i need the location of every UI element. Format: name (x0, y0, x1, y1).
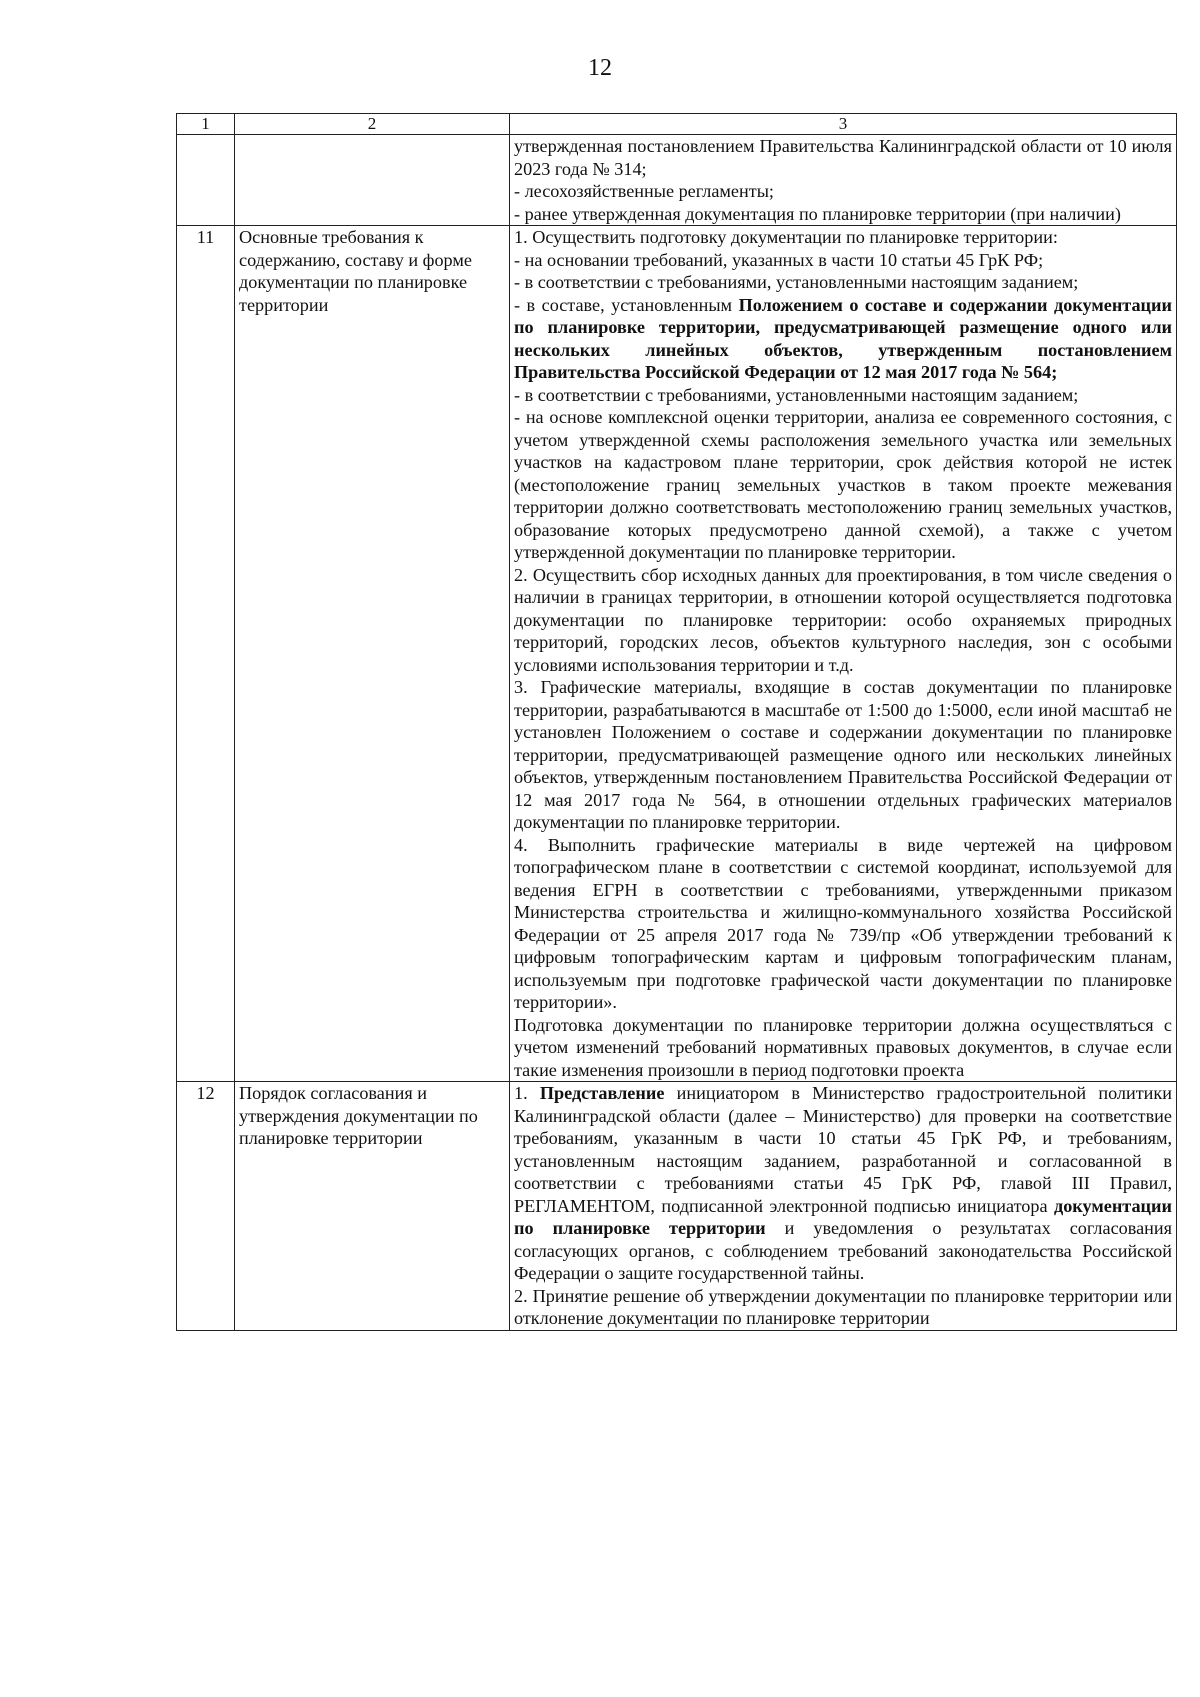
column-number-3: 3 (510, 114, 1177, 135)
paragraph: - в соответствии с требованиями, установленными настоящим заданием; (514, 272, 1079, 292)
bold-term: документации по планировке территории (514, 1195, 1172, 1238)
paragraph: 4. Выполнить графические материалы в виде чертежей на цифровом топографическом плане в соответствии с системой координат, используемой для ведения ЕГРН в соответствии с требованиями, утвержденными приказом Министерства строительства и жилищно-коммунального хозяйства Российской Федерации от 25 апреля 2017 года № 739/пр «Об утверждении требований к цифровым топографическим картам и цифровым топографическим планам, используемым при подготовке графической части документации по планировке территории». (514, 834, 1172, 1012)
table-header-row (177, 114, 1177, 135)
table-row-12 (177, 1082, 1177, 1331)
paragraph-text: и уведомления о результатах согласования согласующих органов, с соблюдением требований законодательства Российской Федерации о защите государственной тайны. (514, 1218, 1172, 1283)
paragraph: - на основании требований, указанных в части 10 статьи 45 ГрК РФ; (514, 249, 1044, 270)
paragraph: Подготовка документации по планировке территории должна осуществляться с учетом изменений требований нормативных правовых документов, в случае если такие изменения произошли в период подготовки проекта (514, 1014, 1172, 1080)
row-number-cell (177, 135, 235, 226)
paragraph: - в соответствии с требованиями, установленными настоящим заданием; (514, 384, 1079, 405)
row-content-cell (510, 1082, 1177, 1331)
row-label-cell (235, 135, 510, 226)
paragraph (514, 1082, 1172, 1285)
row-content-cell (510, 135, 1177, 226)
table-row-continuation (177, 135, 1177, 226)
paragraph: утвержденная постановлением Правительства Калининградской области от 10 июля 2023 года № 314; (514, 136, 1172, 179)
bold-term: Представление (539, 1083, 665, 1103)
row-label-cell: Порядок согласования и утверждения документации по планировке территории (235, 1082, 510, 1331)
paragraph: 3. Графические материалы, входящие в состав документации по планировке территории, разрабатываются в масштабе от 1:500 до 1:5000, если иной масштаб не установлен Положением о составе и содержании документации по планировке территории, предусматривающей размещение одного или нескольких линейных объектов, утвержденным постановлением Правительства Российской Федерации от 12 мая 2017 года № 564, в отношении отдельных графических материалов документации по планировке территории. (514, 677, 1172, 832)
paragraph: - на основе комплексной оценки территории, анализа ее современного состояния, с учетом утвержденной схемы расположения земельного участка или земельных участков на кадастровом плане территории, срок действия которой не истек (местоположение границ земельных участков в таком проекте межевания территории должно соответствовать местоположению границ земельных участков, образование которых предусмотрено данной схемой), а также с учетом утвержденной документации по планировке территории. (514, 407, 1172, 562)
paragraph: - лесохозяйственные регламенты; (514, 181, 774, 201)
paragraph: 2. Осуществить сбор исходных данных для проектирования, в том числе сведения о наличии в границах территории, в отношении которой осуществляется подготовка документации по планировке территории: особо охраняемых природных территорий, городских лесов, объектов культурного наследия, зон с особыми условиями использования территории и т.д. (514, 564, 1172, 675)
row-label-cell: Основные требования к содержанию, составу и форме документации по планировке территории (235, 226, 510, 1082)
table-row-11 (177, 226, 1177, 1082)
bold-reference: Положением о составе и содержании документации по планировке территории, предусматривающей размещение одного или нескольких линейных объектов, утвержденным постановлением Правительства Российской Федерации от 12 мая 2017 года № 564; (514, 294, 1172, 382)
paragraph: 2. Принятие решение об утверждении документации по планировке территории или отклонение документации по планировке территории (514, 1285, 1172, 1328)
paragraph-text: инициатором в Министерство градостроительной политики Калининградской области (далее – Министерство) для проверки на соответствие требованиям, указанным в части 10 статьи 45 ГрК РФ, и требованиям, установленным настоящим заданием, разработанной и согласованной в соответствии с требованиями статьи 45 ГрК РФ, главой III Правил, РЕГЛАМЕНТОМ, подписанной электронной подписью инициатора (514, 1083, 1172, 1216)
page-number: 12 (588, 55, 612, 81)
column-number-2: 2 (235, 114, 510, 135)
paragraph (514, 294, 1172, 384)
requirements-table (176, 113, 1177, 1331)
row-content-cell (510, 226, 1177, 1082)
row-number-cell: 12 (177, 1082, 235, 1331)
column-number-1: 1 (177, 114, 235, 135)
paragraph: 1. Осуществить подготовку документации по планировке территории: (514, 227, 1058, 247)
row-number-cell: 11 (177, 226, 235, 1082)
paragraph-text: - в составе, установленным (514, 294, 739, 315)
paragraph: - ранее утвержденная документация по планировке территории (при наличии) (514, 203, 1121, 224)
paragraph-text: 1. (514, 1083, 540, 1103)
